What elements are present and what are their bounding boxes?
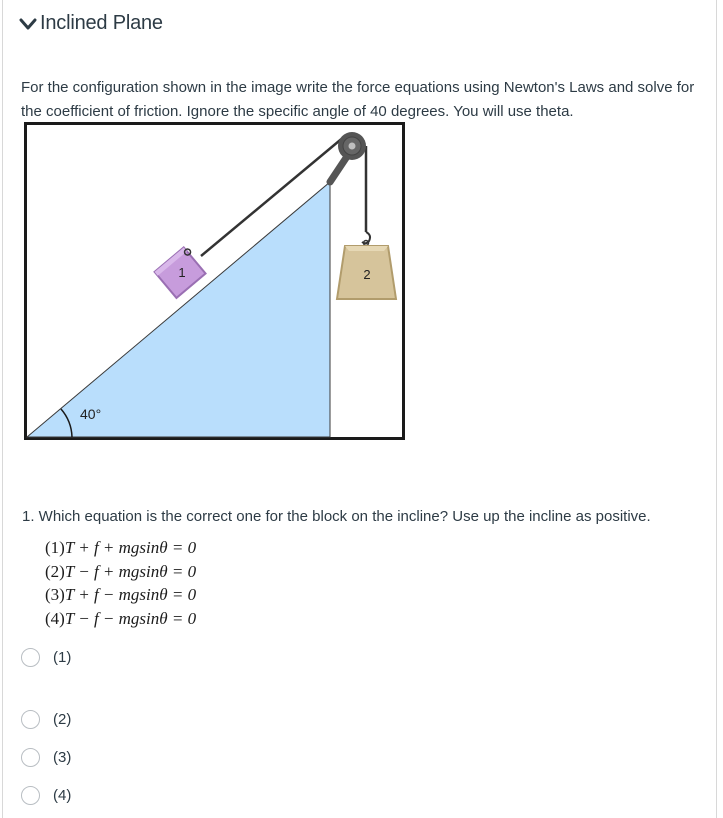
left-border	[2, 0, 3, 818]
equation-list	[45, 536, 196, 630]
pulley-axle	[349, 143, 356, 150]
radio-option-1[interactable]	[21, 648, 40, 667]
equation-1: (1)T + f + mgsinθ = 0	[45, 538, 197, 557]
radio-option-4[interactable]	[21, 786, 40, 805]
equation-2: (2)T − f + mgsinθ = 0	[45, 561, 197, 581]
angle-label: 40°	[80, 406, 102, 422]
option-2-label: (2)	[53, 711, 72, 728]
option-4-label: (4)	[53, 787, 72, 804]
page-title: Inclined Plane	[40, 12, 163, 34]
block-2-label: 2	[363, 267, 371, 282]
collapse-toggle[interactable]	[18, 12, 163, 35]
subquestion-text: 1. Which equation is the correct one for the block on the incline? Use up the incline as positive.	[22, 508, 651, 525]
block-1-label: 1	[178, 265, 186, 280]
option-2[interactable]	[21, 710, 71, 729]
option-1[interactable]	[21, 648, 71, 667]
incline-diagram	[24, 122, 405, 440]
equation-4: (4)T − f − mgsinθ = 0	[45, 608, 197, 628]
option-3[interactable]	[21, 748, 71, 767]
right-border	[716, 0, 717, 818]
radio-option-3[interactable]	[21, 748, 40, 767]
radio-option-2[interactable]	[21, 710, 40, 729]
option-1-label: (1)	[53, 649, 72, 666]
option-3-label: (3)	[53, 749, 72, 766]
question-prompt: For the configuration shown in the image write the force equations using Newton's Laws and solve for the coefficient of friction. Ignore the specific angle of 40 degrees. You will use theta.	[21, 79, 695, 120]
block-2	[337, 246, 396, 299]
chevron-down-icon	[18, 14, 38, 34]
equation-3: (3)T + f − mgsinθ = 0	[45, 585, 197, 604]
option-4[interactable]	[21, 786, 71, 805]
